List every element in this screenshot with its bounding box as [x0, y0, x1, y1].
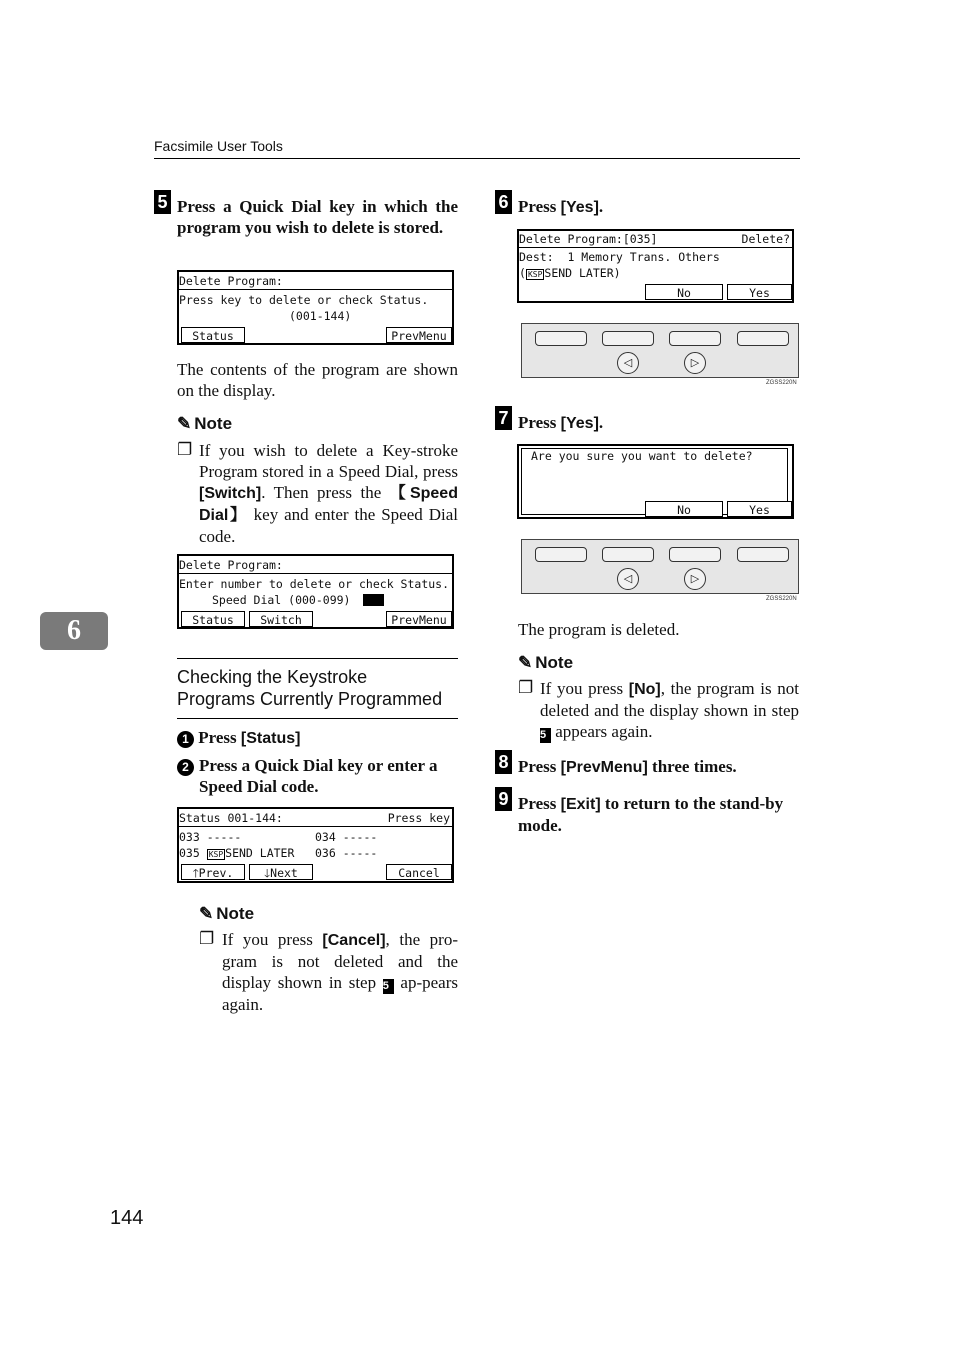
- pencil-icon: ✎: [199, 904, 214, 923]
- lcd-line: Delete Program:: [179, 274, 283, 288]
- up-arrow-icon: 🡑: [192, 866, 199, 880]
- section-rule-bottom: [177, 718, 458, 719]
- lcd-line: Delete?: [741, 232, 790, 246]
- lcd-delete-program-display: [177, 270, 454, 345]
- lcd-status-button[interactable]: Status: [181, 327, 245, 343]
- lcd-are-you-sure-display: [517, 444, 794, 519]
- note-bullet-icon: ❐: [518, 678, 534, 697]
- lcd-next-button[interactable]: 🡓Next: [249, 864, 313, 880]
- substep-1: 1 Press [Status]: [177, 727, 300, 749]
- step6-instruction: Press [Yes].: [518, 197, 604, 216]
- lcd-cancel-button[interactable]: Cancel: [386, 864, 452, 880]
- lcd-yes-button[interactable]: Yes: [727, 501, 792, 517]
- selection-key-4[interactable]: [737, 547, 789, 562]
- lcd-yes-button[interactable]: Yes: [727, 284, 792, 300]
- lcd-line: Delete Program:: [179, 558, 283, 572]
- lcd-line: 036 -----: [315, 846, 378, 860]
- lcd-delete-confirm-display: [517, 229, 794, 303]
- lcd-line: Press key to delete or check Status.: [179, 293, 429, 307]
- selection-key-2[interactable]: [602, 547, 654, 562]
- note-text: If you wish to delete a Key-stroke Program stored in a Speed Dial, press [Switch]. Then press the 【Speed Dial】 key and enter the Speed Dial code.: [199, 441, 458, 546]
- section-title: Checking the Keystroke Programs Currently Programmed: [177, 667, 443, 709]
- lcd-line: 033 -----: [179, 830, 242, 844]
- lcd-speed-dial-display: [177, 554, 454, 629]
- step9-instruction: Press [Exit] to return to the stand-by mode.: [518, 794, 784, 835]
- lcd-no-button[interactable]: No: [645, 284, 723, 300]
- down-arrow-icon: 🡓: [264, 866, 271, 880]
- pencil-icon: ✎: [518, 653, 533, 672]
- right-arrow-icon[interactable]: ▷: [684, 568, 706, 590]
- step-ref-icon: 5: [540, 728, 551, 743]
- lcd-divider: [179, 289, 452, 290]
- lcd-line: Delete Program:[035]: [519, 232, 658, 246]
- lcd-status-button[interactable]: Status: [181, 611, 245, 627]
- step7-instruction: Press [Yes].: [518, 413, 604, 432]
- figure-code: ZGSS220N: [766, 596, 797, 602]
- lcd-switch-button[interactable]: Switch: [249, 611, 313, 627]
- step8-instruction: Press [PrevMenu] three times.: [518, 757, 737, 776]
- lcd-divider: [519, 247, 792, 248]
- page-number: 144: [110, 1207, 144, 1229]
- step-ref-icon: 5: [383, 979, 394, 994]
- note-bullet-icon: ❐: [199, 929, 215, 948]
- step-number-7: 7: [495, 406, 512, 430]
- lcd-prevmenu-button[interactable]: PrevMenu: [386, 611, 452, 627]
- lcd-no-button[interactable]: No: [645, 501, 723, 517]
- selection-key-1[interactable]: [535, 547, 587, 562]
- step5-result-text: The contents of the program are shown on the display.: [177, 360, 458, 400]
- step7-result-text: The program is deleted.: [518, 620, 680, 639]
- selection-key-3[interactable]: [669, 547, 721, 562]
- lcd-line: Status 001-144:: [179, 811, 283, 825]
- step-number-5: 5: [154, 190, 171, 214]
- lcd-line: 035 KSP SEND LATER: [179, 846, 295, 860]
- lcd-status-display: [177, 807, 454, 883]
- note-heading: ✎ Note: [199, 904, 255, 923]
- lcd-line: ( KSP SEND LATER): [519, 266, 621, 280]
- substep-2-number: 2: [177, 755, 194, 776]
- lcd-line: (001-144): [289, 309, 352, 323]
- selection-key-3[interactable]: [669, 331, 721, 346]
- note-text: If you press [No], the program is not deleted and the display shown in step 5 appears again.: [540, 679, 800, 741]
- lcd-line: Speed Dial (000-099): [212, 593, 351, 607]
- selection-key-2[interactable]: [602, 331, 654, 346]
- lcd-line: Are you sure you want to delete?: [531, 449, 753, 463]
- lcd-prev-button[interactable]: 🡑Prev.: [181, 864, 245, 880]
- left-arrow-icon[interactable]: ◁: [617, 568, 639, 590]
- lcd-line: Dest: 1 Memory Trans. Others: [519, 250, 720, 264]
- note-heading: ✎ Note: [177, 414, 233, 433]
- step5-instruction: Press a Quick Dial key in which the program you wish to delete is stored.: [177, 197, 458, 237]
- lcd-line: 034 -----: [315, 830, 378, 844]
- running-header: Facsimile User Tools: [154, 138, 283, 154]
- figure-code: ZGSS220N: [766, 380, 797, 386]
- header-rule: [154, 158, 800, 159]
- lcd-divider: [179, 826, 452, 827]
- lcd-line: Enter number to delete or check Status.: [179, 577, 450, 591]
- selection-key-4[interactable]: [737, 331, 789, 346]
- chapter-tab: 6: [40, 612, 108, 650]
- lcd-divider: [179, 573, 452, 574]
- note-text: If you press [Cancel], the pro-gram is not deleted and the display shown in step 5 ap-pears again.: [222, 930, 459, 1014]
- substep-2-text: Press a Quick Dial key or enter a Speed Dial code.: [199, 756, 438, 796]
- lcd-prevmenu-button[interactable]: PrevMenu: [386, 327, 452, 343]
- lcd-line: Press key: [387, 811, 450, 825]
- ksp-icon: KSP: [208, 850, 224, 859]
- selection-key-1[interactable]: [535, 331, 587, 346]
- control-panel: [521, 323, 799, 378]
- ksp-icon: KSP: [527, 270, 543, 279]
- right-arrow-icon[interactable]: ▷: [684, 352, 706, 374]
- control-panel: [521, 539, 799, 594]
- step-number-8: 8: [495, 750, 512, 774]
- section-rule-top: [177, 658, 458, 659]
- step-number-9: 9: [495, 787, 512, 811]
- note-bullet-icon: ❐: [177, 440, 193, 459]
- pencil-icon: ✎: [177, 414, 192, 433]
- step-number-6: 6: [495, 190, 512, 214]
- left-arrow-icon[interactable]: ◁: [617, 352, 639, 374]
- lcd-cursor: [363, 594, 384, 606]
- note-heading: ✎ Note: [518, 653, 574, 672]
